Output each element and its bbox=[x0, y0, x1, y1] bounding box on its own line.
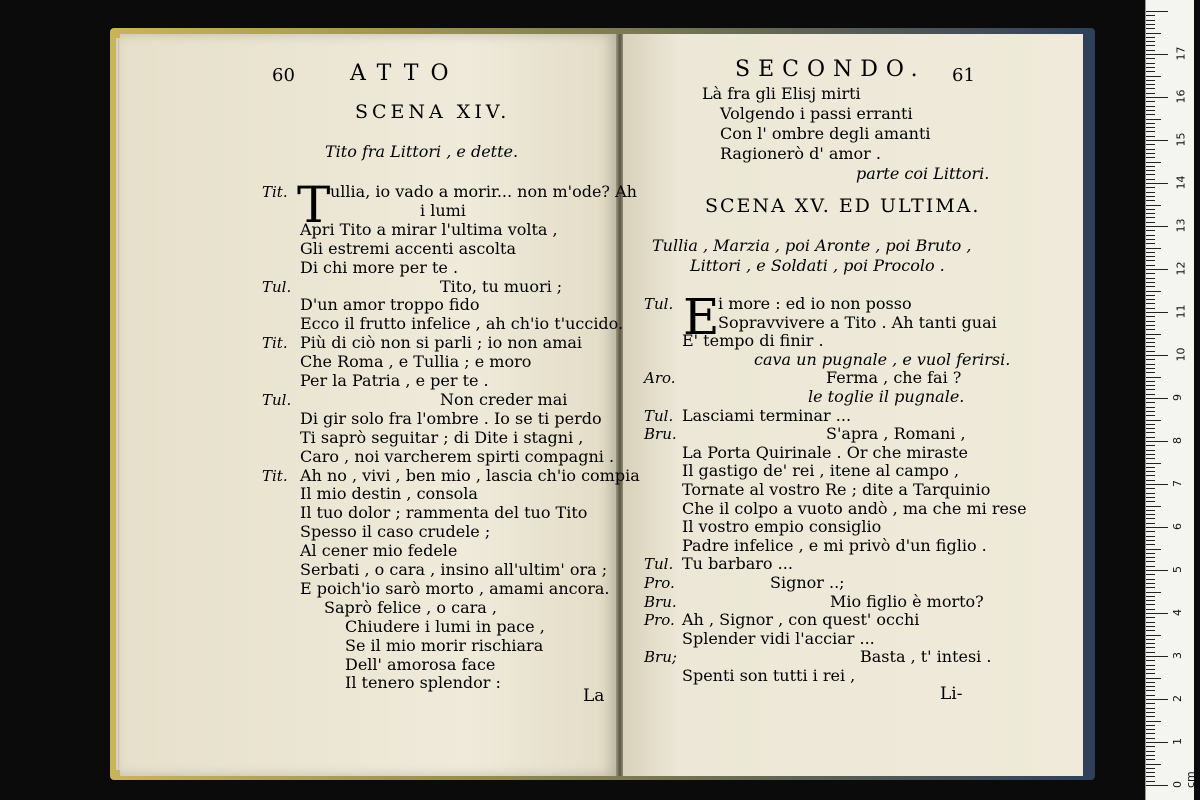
ruler-tick bbox=[1146, 716, 1155, 717]
ruler-tick bbox=[1146, 41, 1155, 42]
ruler-tick bbox=[1146, 364, 1155, 365]
ruler-tick bbox=[1146, 162, 1161, 163]
left-dialogue-speaker: Tit. bbox=[262, 183, 288, 201]
right-dialogue-line: Signor ..; bbox=[770, 573, 845, 592]
ruler-tick bbox=[1146, 682, 1155, 683]
left-catchword: La bbox=[583, 686, 605, 706]
ruler-tick bbox=[1146, 471, 1155, 472]
right-page-number: 61 bbox=[952, 65, 975, 86]
ruler-tick bbox=[1146, 579, 1155, 580]
ruler-number: 8 bbox=[1171, 437, 1184, 444]
right-dialogue-speaker: Tul. bbox=[644, 406, 674, 425]
ruler-tick bbox=[1146, 574, 1155, 575]
left-dialogue-line: Più di ciò non si parli ; io non amai bbox=[300, 333, 583, 353]
ruler-tick bbox=[1146, 665, 1155, 666]
ruler-tick bbox=[1146, 415, 1155, 416]
ruler-tick bbox=[1146, 755, 1155, 756]
ruler-tick bbox=[1146, 712, 1155, 713]
ruler-tick bbox=[1146, 759, 1155, 760]
left-dialogue-line: Chiudere i lumi in pace , bbox=[345, 616, 545, 636]
ruler-number: 16 bbox=[1174, 89, 1188, 104]
ruler-tick bbox=[1146, 28, 1155, 29]
left-dialogue-speaker: Tul. bbox=[262, 390, 292, 409]
ruler-number: 14 bbox=[1174, 175, 1188, 190]
right-cast-line-1: Tullia , Marzia , poi Aronte , poi Bruto , bbox=[652, 236, 972, 255]
right-dialogue-line: Mio figlio è morto? bbox=[830, 591, 984, 611]
right-scene-title: SCENA XV. ED ULTIMA. bbox=[705, 195, 981, 217]
left-dialogue-line: Al cener mio fedele bbox=[300, 541, 458, 561]
ruler-tick bbox=[1146, 604, 1155, 605]
ruler-tick bbox=[1146, 136, 1155, 137]
ruler-tick bbox=[1146, 566, 1155, 567]
ruler-tick bbox=[1146, 428, 1155, 429]
right-dialogue-line: Tornate al vostro Re ; dite a Tarquinio bbox=[682, 480, 991, 499]
ruler-tick bbox=[1146, 617, 1155, 618]
ruler-tick bbox=[1146, 738, 1155, 739]
ruler-tick bbox=[1146, 372, 1155, 373]
left-dialogue-line: Ah no , vivi , ben mio , lascia ch'io compia bbox=[300, 465, 640, 485]
ruler-tick bbox=[1146, 553, 1155, 554]
ruler-tick bbox=[1146, 144, 1155, 145]
right-dialogue-line: Sopravvivere a Tito . Ah tanti guai bbox=[718, 312, 997, 332]
ruler-tick bbox=[1146, 420, 1161, 421]
ruler-tick bbox=[1146, 76, 1161, 77]
ruler-tick bbox=[1146, 622, 1155, 623]
ruler-tick bbox=[1146, 316, 1155, 317]
right-dialogue-speaker: Tul. bbox=[644, 555, 674, 574]
right-dialogue-speaker: Bru. bbox=[644, 592, 677, 611]
ruler-tick bbox=[1146, 97, 1168, 98]
ruler-tick bbox=[1146, 200, 1155, 201]
ruler-tick bbox=[1146, 58, 1155, 59]
ruler-tick bbox=[1146, 196, 1155, 197]
ruler-tick bbox=[1146, 329, 1155, 330]
left-dialogue-line: E poich'io sarò morto , amami ancora. bbox=[300, 578, 610, 598]
ruler-tick bbox=[1146, 643, 1155, 644]
ruler-tick bbox=[1146, 54, 1168, 55]
ruler-tick bbox=[1146, 785, 1168, 786]
ruler-tick bbox=[1146, 213, 1155, 214]
ruler-tick bbox=[1146, 368, 1155, 369]
ruler-tick bbox=[1146, 37, 1155, 38]
ruler-tick bbox=[1146, 725, 1155, 726]
ruler-tick bbox=[1146, 71, 1155, 72]
ruler-tick bbox=[1146, 342, 1155, 343]
ruler-tick bbox=[1146, 729, 1155, 730]
ruler-tick bbox=[1146, 389, 1155, 390]
ruler-number: 11 bbox=[1174, 304, 1188, 319]
ruler-tick bbox=[1146, 424, 1155, 425]
ruler-tick bbox=[1146, 690, 1155, 691]
ruler-tick bbox=[1146, 587, 1155, 588]
ruler-number: 10 bbox=[1174, 347, 1188, 362]
ruler-tick bbox=[1146, 557, 1155, 558]
ruler-tick bbox=[1146, 721, 1161, 722]
ruler-tick bbox=[1146, 127, 1155, 128]
ruler-tick bbox=[1146, 656, 1168, 657]
left-dialogue-line: Serbati , o cara , insino all'ultim' ora ; bbox=[300, 560, 608, 579]
right-dialogue-line: Il vostro empio consiglio bbox=[682, 517, 882, 537]
ruler-tick bbox=[1146, 531, 1155, 532]
ruler-tick bbox=[1146, 252, 1155, 253]
ruler-tick bbox=[1146, 549, 1161, 550]
ruler-tick bbox=[1146, 686, 1155, 687]
ruler-tick bbox=[1146, 282, 1155, 283]
ruler-tick bbox=[1146, 527, 1168, 528]
ruler-tick bbox=[1146, 450, 1155, 451]
ruler-tick bbox=[1146, 475, 1155, 476]
right-dialogue-line: cava un pugnale , e vuol ferirsi. bbox=[754, 349, 1011, 369]
right-catchword: Li- bbox=[940, 684, 963, 704]
right-line-4: Ragionerò d' amor . bbox=[720, 144, 881, 163]
ruler-tick bbox=[1146, 50, 1155, 51]
left-dialogue-line: Saprò felice , o cara , bbox=[324, 597, 497, 617]
right-dialogue-line: Che il colpo a vuoto andò , ma che mi rese bbox=[682, 498, 1027, 518]
left-dialogue-line: Di gir solo fra l'ombre . Io se ti perdo bbox=[300, 408, 602, 428]
ruler-tick bbox=[1146, 592, 1161, 593]
ruler-tick bbox=[1146, 93, 1155, 94]
ruler-tick bbox=[1146, 463, 1161, 464]
left-dialogue-line: Spesso il caso crudele ; bbox=[300, 522, 491, 542]
ruler-tick bbox=[1146, 518, 1155, 519]
right-line-1: Là fra gli Elisj mirti bbox=[702, 84, 861, 103]
right-dialogue-speaker: Pro. bbox=[644, 574, 675, 592]
ruler-tick bbox=[1146, 536, 1155, 537]
ruler-tick bbox=[1146, 660, 1155, 661]
ruler-tick bbox=[1146, 273, 1155, 274]
ruler-tick bbox=[1146, 437, 1155, 438]
ruler-number: 2 bbox=[1171, 695, 1184, 702]
ruler-tick bbox=[1146, 170, 1155, 171]
left-dialogue-line: Se il mio morir rischiara bbox=[345, 635, 544, 655]
ruler-tick bbox=[1146, 510, 1155, 511]
right-dialogue-speaker: Aro. bbox=[644, 369, 676, 388]
ruler-tick bbox=[1146, 88, 1155, 89]
ruler-tick bbox=[1146, 359, 1155, 360]
ruler-tick bbox=[1146, 398, 1168, 399]
ruler-tick bbox=[1146, 286, 1155, 287]
left-dialogue-line: Ti saprò seguitar ; di Dite i stagni , bbox=[300, 427, 584, 447]
ruler-tick bbox=[1146, 432, 1155, 433]
left-dialogue-line: i lumi bbox=[420, 200, 466, 220]
ruler-tick bbox=[1146, 596, 1155, 597]
ruler-tick bbox=[1146, 635, 1161, 636]
ruler-tick bbox=[1146, 140, 1168, 141]
ruler-tick bbox=[1146, 269, 1168, 270]
ruler-tick bbox=[1146, 149, 1155, 150]
ruler-tick bbox=[1146, 407, 1155, 408]
right-dialogue-line: i more : ed io non posso bbox=[718, 294, 912, 313]
ruler-number: 3 bbox=[1171, 652, 1184, 659]
ruler-tick bbox=[1146, 733, 1155, 734]
ruler-tick bbox=[1146, 484, 1168, 485]
ruler-tick bbox=[1146, 33, 1161, 34]
ruler-tick bbox=[1146, 678, 1161, 679]
right-dialogue-line: La Porta Quirinale . Or che miraste bbox=[682, 442, 968, 462]
ruler-tick bbox=[1146, 24, 1155, 25]
right-dialogue-line: S'apra , Romani , bbox=[826, 424, 966, 444]
ruler-tick bbox=[1146, 291, 1161, 292]
ruler-tick bbox=[1146, 652, 1155, 653]
ruler-tick bbox=[1146, 45, 1155, 46]
left-dialogue-speaker: Tul. bbox=[262, 277, 292, 296]
ruler-tick bbox=[1146, 523, 1155, 524]
ruler-tick bbox=[1146, 673, 1155, 674]
ruler-tick bbox=[1146, 695, 1155, 696]
ruler-number: 7 bbox=[1171, 480, 1184, 487]
ruler-tick bbox=[1146, 278, 1155, 279]
right-dialogue-line: le toglie il pugnale. bbox=[808, 387, 965, 406]
left-dialogue-line: Per la Patria , e per te . bbox=[300, 371, 489, 390]
ruler-tick bbox=[1146, 514, 1155, 515]
ruler-tick bbox=[1146, 157, 1155, 158]
ruler-tick bbox=[1146, 230, 1155, 231]
ruler-tick bbox=[1146, 295, 1155, 296]
ruler-number: 17 bbox=[1174, 46, 1188, 61]
ruler-tick bbox=[1146, 776, 1155, 777]
ruler-tick bbox=[1146, 445, 1155, 446]
ruler-number: 6 bbox=[1171, 523, 1184, 530]
ruler-tick bbox=[1146, 639, 1155, 640]
ruler-tick bbox=[1146, 613, 1168, 614]
ruler-tick bbox=[1146, 764, 1161, 765]
ruler-tick bbox=[1146, 781, 1155, 782]
ruler-tick bbox=[1146, 540, 1155, 541]
ruler-tick bbox=[1146, 411, 1155, 412]
right-line-2: Volgendo i passi erranti bbox=[720, 104, 913, 123]
ruler-tick bbox=[1146, 248, 1161, 249]
ruler-tick bbox=[1146, 312, 1168, 313]
ruler-tick bbox=[1146, 467, 1155, 468]
left-dialogue-line: Il tenero splendor : bbox=[345, 673, 501, 693]
ruler-tick bbox=[1146, 243, 1155, 244]
ruler-tick bbox=[1146, 123, 1155, 124]
left-dialogue-line: Apri Tito a mirar l'ultima volta , bbox=[300, 219, 558, 239]
left-dialogue-speaker: Tit. bbox=[262, 334, 288, 353]
ruler-tick bbox=[1146, 174, 1155, 175]
ruler-tick bbox=[1146, 67, 1155, 68]
ruler-tick bbox=[1146, 84, 1155, 85]
ruler-tick bbox=[1146, 497, 1155, 498]
left-dialogue-line: Gli estremi accenti ascolta bbox=[300, 238, 516, 258]
ruler-tick bbox=[1146, 166, 1155, 167]
ruler-tick bbox=[1146, 299, 1155, 300]
ruler-tick bbox=[1146, 11, 1168, 12]
ruler-tick bbox=[1146, 114, 1155, 115]
left-running-head: ATTO bbox=[350, 61, 461, 86]
right-dialogue-line: Ferma , che fai ? bbox=[826, 368, 962, 388]
right-dialogue-line: Padre infelice , e mi privò d'un figlio . bbox=[682, 535, 987, 555]
ruler-tick bbox=[1146, 609, 1155, 610]
ruler-tick bbox=[1146, 239, 1155, 240]
ruler-tick bbox=[1146, 501, 1155, 502]
ruler-tick bbox=[1146, 630, 1155, 631]
left-dialogue-line: Tito, tu muori ; bbox=[440, 276, 563, 296]
right-dialogue-line: E' tempo di finir . bbox=[682, 331, 824, 351]
ruler-tick bbox=[1146, 351, 1155, 352]
ruler-tick bbox=[1146, 768, 1155, 769]
ruler-tick bbox=[1146, 80, 1155, 81]
left-stage-direction: Tito fra Littori , e dette. bbox=[325, 142, 519, 161]
left-dialogue-line: Dell' amorosa face bbox=[345, 654, 496, 674]
ruler-tick bbox=[1146, 377, 1161, 378]
ruler-tick bbox=[1146, 325, 1155, 326]
ruler-tick bbox=[1146, 183, 1168, 184]
ruler-tick bbox=[1146, 256, 1155, 257]
ruler-number: 1 bbox=[1171, 738, 1184, 745]
ruler-tick bbox=[1146, 15, 1155, 16]
ruler-tick bbox=[1146, 119, 1161, 120]
left-dialogue-line: Il mio destin , consola bbox=[300, 484, 478, 504]
ruler-number: 5 bbox=[1171, 566, 1184, 573]
right-dialogue-line: Il gastigo de' rei , itene al campo , bbox=[682, 461, 960, 481]
ruler-tick bbox=[1146, 217, 1155, 218]
ruler-tick bbox=[1146, 265, 1155, 266]
right-drop-cap: E bbox=[683, 288, 720, 346]
left-dialogue-line: ullia, io vado a morir... non m'ode? Ah bbox=[330, 182, 637, 201]
right-dialogue-line: Lasciami terminar ... bbox=[682, 405, 852, 425]
ruler-tick bbox=[1146, 338, 1155, 339]
ruler-tick bbox=[1146, 179, 1155, 180]
ruler-tick bbox=[1146, 488, 1155, 489]
ruler-number: 9 bbox=[1171, 394, 1184, 401]
left-dialogue-line: Che Roma , e Tullia ; e moro bbox=[300, 352, 532, 372]
ruler-tick bbox=[1146, 703, 1155, 704]
ruler-tick bbox=[1146, 385, 1155, 386]
ruler-number: 15 bbox=[1174, 132, 1188, 147]
ruler-tick bbox=[1146, 235, 1155, 236]
right-exit-direction: parte coi Littori. bbox=[856, 164, 990, 183]
ruler-number: 12 bbox=[1174, 261, 1188, 276]
ruler-tick bbox=[1146, 381, 1155, 382]
ruler-tick bbox=[1146, 647, 1155, 648]
ruler-tick bbox=[1146, 544, 1155, 545]
left-drop-cap: T bbox=[297, 176, 331, 234]
left-dialogue-line: Di chi more per te . bbox=[300, 257, 459, 277]
ruler-tick bbox=[1146, 209, 1155, 210]
ruler-tick bbox=[1146, 742, 1168, 743]
ruler-tick bbox=[1146, 346, 1155, 347]
ruler-tick bbox=[1146, 187, 1155, 188]
ruler-tick bbox=[1146, 321, 1155, 322]
ruler-tick bbox=[1146, 334, 1161, 335]
ruler-tick bbox=[1146, 708, 1155, 709]
right-dialogue-line: Tu barbaro ... bbox=[682, 554, 793, 574]
ruler-tick bbox=[1146, 506, 1161, 507]
right-dialogue-speaker: Tul. bbox=[644, 295, 674, 313]
ruler-tick bbox=[1146, 63, 1155, 64]
ruler-tick bbox=[1146, 458, 1155, 459]
left-dialogue-line: Ecco il frutto infelice , ah ch'io t'uccido. bbox=[300, 314, 624, 334]
ruler-tick bbox=[1146, 480, 1155, 481]
left-dialogue-speaker: Tit. bbox=[262, 466, 288, 485]
ruler-tick bbox=[1146, 226, 1168, 227]
ruler-tick bbox=[1146, 772, 1155, 773]
ruler-tick bbox=[1146, 626, 1155, 627]
ruler-tick bbox=[1146, 222, 1155, 223]
left-dialogue-line: Non creder mai bbox=[440, 389, 568, 409]
right-dialogue-line: Ah , Signor , con quest' occhi bbox=[682, 610, 920, 630]
left-dialogue-line: Caro , noi varcherem spirti compagni . bbox=[300, 446, 615, 466]
ruler-tick bbox=[1146, 454, 1155, 455]
right-running-head: SECONDO. bbox=[735, 57, 926, 82]
right-dialogue-line: Basta , t' intesi . bbox=[860, 647, 992, 667]
right-dialogue-line: Splender vidi l'acciar ... bbox=[682, 628, 875, 648]
ruler-tick bbox=[1146, 192, 1155, 193]
left-dialogue-line: Il tuo dolor ; rammenta del tuo Tito bbox=[300, 503, 588, 523]
ruler-tick bbox=[1146, 101, 1155, 102]
left-scene-title: SCENA XIV. bbox=[355, 101, 511, 123]
ruler-tick bbox=[1146, 561, 1155, 562]
right-dialogue-speaker: Bru. bbox=[644, 425, 677, 444]
ruler-number: 13 bbox=[1174, 218, 1188, 233]
ruler-tick bbox=[1146, 493, 1155, 494]
ruler-tick bbox=[1146, 669, 1155, 670]
right-line-3: Con l' ombre degli amanti bbox=[720, 124, 931, 143]
ruler-tick bbox=[1146, 441, 1168, 442]
ruler-tick bbox=[1146, 355, 1168, 356]
ruler-tick bbox=[1146, 131, 1155, 132]
measurement-ruler bbox=[1145, 0, 1197, 800]
ruler-tick bbox=[1146, 583, 1155, 584]
right-dialogue-speaker: Pro. bbox=[644, 611, 675, 630]
ruler-tick bbox=[1146, 260, 1155, 261]
ruler-tick bbox=[1146, 699, 1168, 700]
ruler-tick bbox=[1146, 20, 1155, 21]
ruler-tick bbox=[1146, 746, 1155, 747]
right-dialogue-speaker: Bru; bbox=[644, 648, 677, 667]
right-dialogue-line: Spenti son tutti i rei , bbox=[682, 666, 856, 685]
ruler-tick bbox=[1146, 751, 1155, 752]
ruler-tick bbox=[1146, 303, 1155, 304]
ruler-tick bbox=[1146, 110, 1155, 111]
ruler-tick bbox=[1146, 153, 1155, 154]
left-page-number: 60 bbox=[272, 65, 295, 86]
ruler-unit-label: 0 cm bbox=[1171, 771, 1197, 788]
ruler-tick bbox=[1146, 570, 1168, 571]
ruler-tick bbox=[1146, 402, 1155, 403]
ruler-tick bbox=[1146, 308, 1155, 309]
ruler-tick bbox=[1146, 600, 1155, 601]
right-cast-line-2: Littori , e Soldati , poi Procolo . bbox=[690, 256, 945, 275]
ruler-tick bbox=[1146, 205, 1161, 206]
ruler-number: 4 bbox=[1171, 609, 1184, 616]
left-dialogue-line: D'un amor troppo fido bbox=[300, 295, 480, 315]
ruler-tick bbox=[1146, 106, 1155, 107]
ruler-tick bbox=[1146, 394, 1155, 395]
